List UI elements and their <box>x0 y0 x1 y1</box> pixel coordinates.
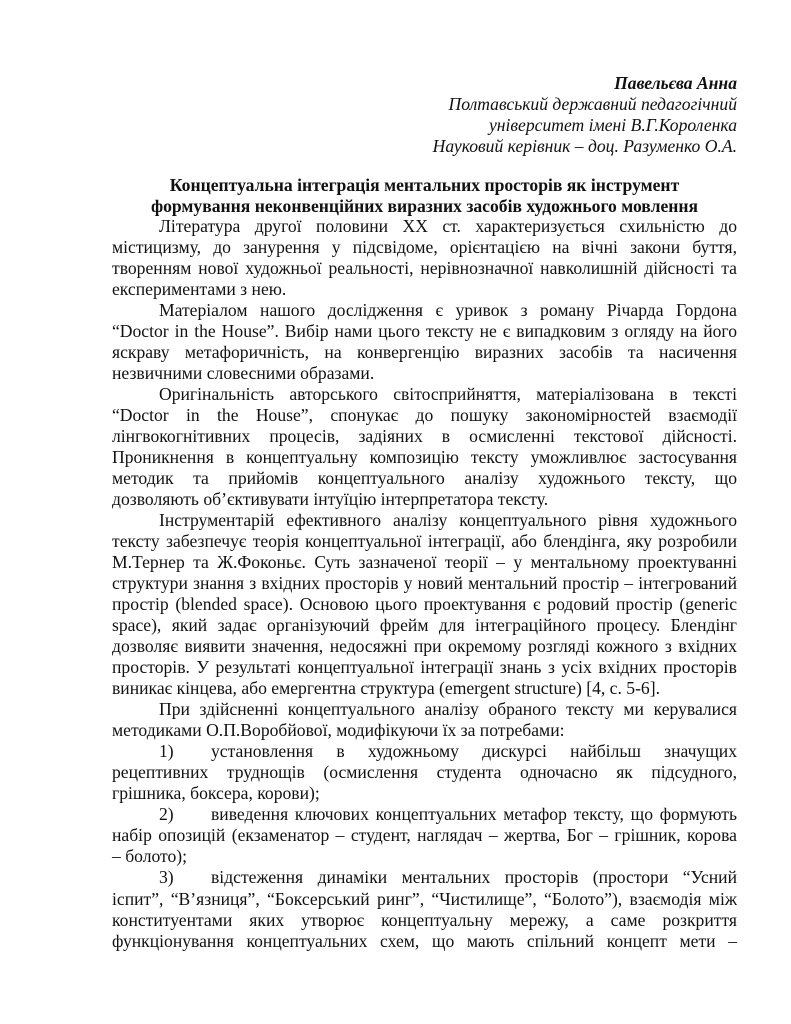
paragraph <box>112 699 737 741</box>
list-item-first-line <box>112 741 737 762</box>
list-item-first-line <box>112 804 737 825</box>
affiliation-line-1: Полтавський державний педагогічний <box>448 94 737 114</box>
text-line: Література другої половини XX ст. характеризується схильністю до <box>159 216 737 236</box>
text-line: функціонування концептуальних схем, що мають спільний концепт мети – <box>112 930 737 951</box>
body-text <box>112 216 737 952</box>
text-line: набір опозицій (екзаменатор – студент, наглядач – жертва, Бог – грішник, корова <box>112 825 737 846</box>
author-block <box>112 73 737 157</box>
list-number: 3) <box>159 867 174 888</box>
author-name: Павельєва Анна <box>614 73 737 93</box>
text-line: При здійсненні концептуального аналізу обраного тексту ми керувалися <box>159 699 737 720</box>
list-item-text: виведення ключових концептуальних метафор тексту, що формують <box>211 804 737 825</box>
paragraph <box>112 384 737 510</box>
list-number: 2) <box>159 804 174 825</box>
text-line: space), який задає організуючий фрейм для інтеграційного процесу. Блендінг <box>112 615 737 636</box>
paper-title <box>112 175 737 217</box>
text-line: дозволяють об’єктивувати інтуїцію інтерпретатора тексту. <box>112 489 549 510</box>
list-number: 1) <box>159 741 174 762</box>
text-line: “Doctor in the House”, спонукає до пошуку закономірностей взаємодії <box>112 405 737 426</box>
text-line: творенням нової художньої реальності, нерівнозначної навколишній дійсності та <box>112 258 737 279</box>
paragraph <box>112 510 737 699</box>
numbered-list <box>112 741 737 951</box>
list-item-text: установлення в художньому дискурсі найбільш значущих <box>211 741 737 762</box>
text-line: виникає кінцева, або емергентна структура (emergent structure) [4, с. 5-6]. <box>112 678 660 699</box>
text-line: рецептивних труднощів (осмислення студента одночасно як підсудного, <box>112 762 737 783</box>
text-line: М.Тернер та Ж.Фоконьє. Суть зазначеної теорії – у ментальному проектуванні <box>112 552 737 573</box>
text-line: лінгвокогнітивних процесів, задіяних в осмисленні текстової дійсності. <box>112 426 737 447</box>
text-line: “Doctor in the House”. Вибір нами цього тексту не є випадковим з огляду на його <box>112 321 737 342</box>
text-line: Інструментарій ефективного аналізу концептуального рівня художнього <box>159 510 737 531</box>
text-line: конституентами яких утворює концептуальну мережу, а саме розкриття <box>112 909 737 930</box>
text-line: методик та прийомів концептуального аналізу художнього тексту, що <box>112 468 737 489</box>
text-line: методиками О.П.Воробйової, модифікуючи їх за потребами: <box>112 720 565 741</box>
text-line: іспит”, “В’язниця”, “Боксерський ринг”, “Чистилище”, “Болото”), взаємодія між <box>112 888 737 909</box>
text-line: незвичними словесними образами. <box>112 363 375 384</box>
list-item <box>112 741 737 804</box>
paragraph <box>112 300 737 384</box>
title-line-1: Концептуальна інтеграція ментальних просторів як інструмент <box>169 175 680 195</box>
list-item-text: відстеження динаміки ментальних просторів (простори “Усний <box>211 867 737 888</box>
affiliation-line-2: університет імені В.Г.Короленка <box>488 115 737 135</box>
text-line: грішника, боксера, корови); <box>112 783 320 804</box>
text-line: містицизму, до занурення у підсвідоме, орієнтацією на вічні закони буття, <box>112 237 737 258</box>
text-line: яскраву метафоричність, на конвергенцію виразних засобів та насичення <box>112 342 737 363</box>
list-item <box>112 804 737 867</box>
text-line: експериментами з нею. <box>112 279 287 300</box>
text-line: простір (blended space). Основою цього проектування є родовий простір (generic <box>112 594 737 615</box>
paragraph <box>112 216 737 300</box>
list-item <box>112 867 737 951</box>
text-line: Оригінальність авторського світосприйняття, матеріалізована в тексті <box>159 384 737 405</box>
title-line-2: формування неконвенційних виразних засобів художнього мовлення <box>150 196 699 216</box>
text-line: – болото); <box>112 846 188 867</box>
text-line: просторів. У результаті концептуальної інтеграції знань з усіх вхідних просторів <box>112 657 737 678</box>
text-line: тексту забезпечує теорія концептуальної інтеграції, або блендінга, яку розробили <box>112 531 737 552</box>
supervisor: Науковий керівник – доц. Разуменко О.А. <box>432 136 737 156</box>
list-item-first-line <box>112 867 737 888</box>
text-line: дозволяє виявити значення, недосяжні при окремому розгляді кожного з вхідних <box>112 636 737 657</box>
text-line: структури знання з вхідних просторів у новий ментальний простір – інтегрований <box>112 573 737 594</box>
text-line: Проникнення в концептуальну композицію тексту уможливлює застосування <box>112 447 737 468</box>
text-line: Матеріалом нашого дослідження є уривок з роману Річарда Гордона <box>159 300 737 321</box>
